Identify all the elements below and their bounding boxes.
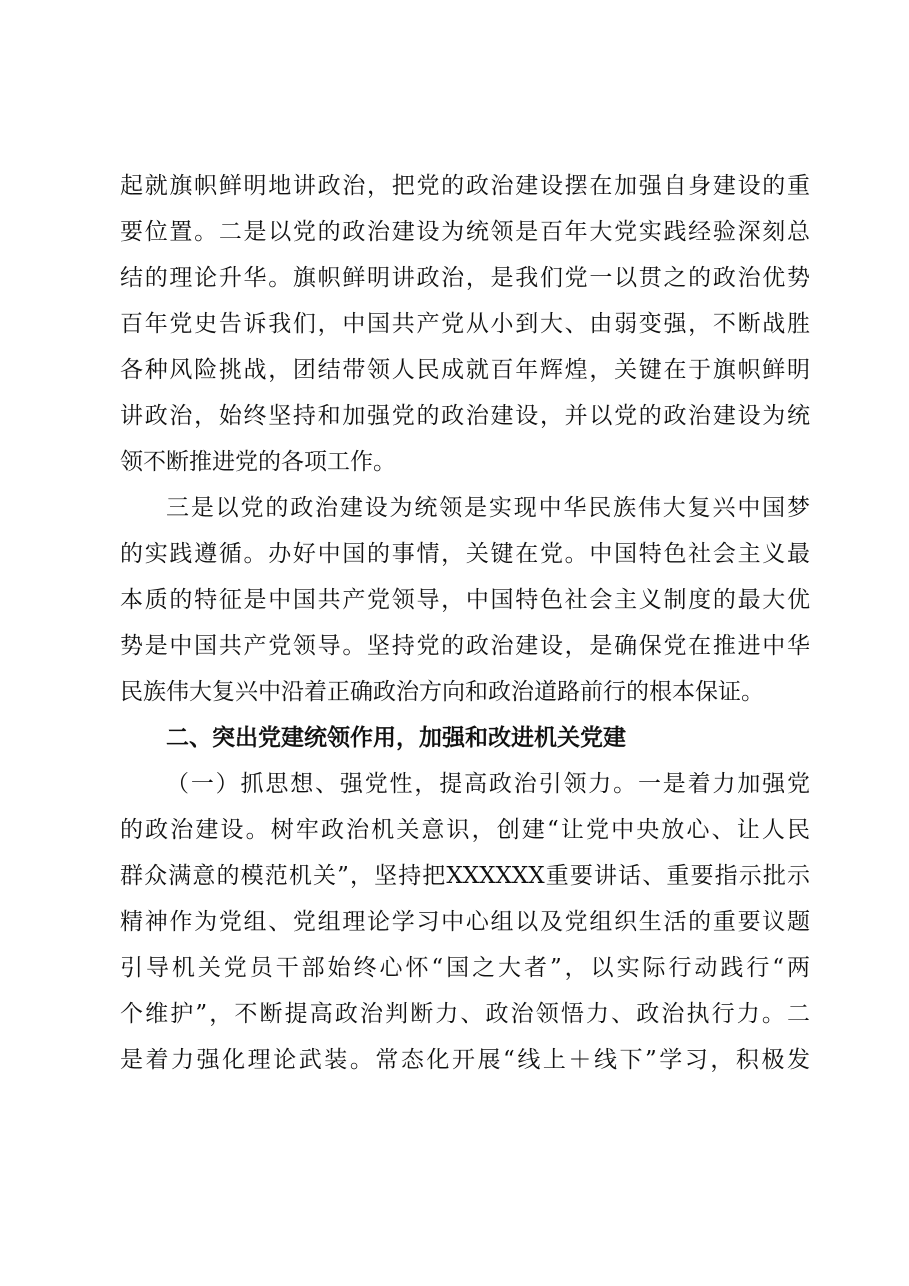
document-body <box>120 163 810 1083</box>
text-line: 引导机关党员干部始终心怀“国之大者”，以实际行动践行“两 <box>120 955 810 981</box>
text-line: 本质的特征是中国共产党领导，中国特色社会主义制度的最大优 <box>120 587 810 613</box>
text-line: 结的理论升华。旗帜鲜明讲政治，是我们党一以贯之的政治优势 <box>120 265 810 291</box>
text-line: 群众满意的模范机关”，坚持把XXXXXX重要讲话、重要指示批示 <box>120 863 810 889</box>
paragraph-3 <box>120 761 810 1083</box>
section-heading-text: 二、突出党建统领作用，加强和改进机关党建 <box>166 725 626 751</box>
paragraph-2 <box>120 485 810 715</box>
paragraph-1 <box>120 163 810 485</box>
text-line: 精神作为党组、党组理论学习中心组以及党组织生活的重要议题 <box>120 909 810 935</box>
text-line: （一）抓思想、强党性，提高政治引领力。一是着力加强党 <box>166 771 810 797</box>
text-line: 各种风险挑战，团结带领人民成就百年辉煌，关键在于旗帜鲜明 <box>120 357 810 383</box>
text-line: 讲政治，始终坚持和加强党的政治建设，并以党的政治建设为统 <box>120 403 810 429</box>
text-line: 民族伟大复兴中沿着正确政治方向和政治道路前行的根本保证。 <box>120 679 764 705</box>
text-line: 是着力强化理论武装。常态化开展“线上＋线下”学习，积极发 <box>120 1047 810 1073</box>
text-line: 百年党史告诉我们，中国共产党从小到大、由弱变强，不断战胜 <box>120 311 810 337</box>
text-line: 势是中国共产党领导。坚持党的政治建设，是确保党在推进中华 <box>120 633 810 659</box>
text-line: 的政治建设。树牢政治机关意识，创建“让党中央放心、让人民 <box>120 817 810 843</box>
section-heading <box>120 715 810 761</box>
text-line: 的实践遵循。办好中国的事情，关键在党。中国特色社会主义最 <box>120 541 810 567</box>
text-line: 要位置。二是以党的政治建设为统领是百年大党实践经验深刻总 <box>120 219 810 245</box>
text-line: 个维护”，不断提高政治判断力、政治领悟力、政治执行力。二 <box>120 1001 810 1027</box>
text-line: 起就旗帜鲜明地讲政治，把党的政治建设摆在加强自身建设的重 <box>120 173 810 199</box>
text-line: 三是以党的政治建设为统领是实现中华民族伟大复兴中国梦 <box>166 495 810 521</box>
text-line: 领不断推进党的各项工作。 <box>120 449 396 475</box>
